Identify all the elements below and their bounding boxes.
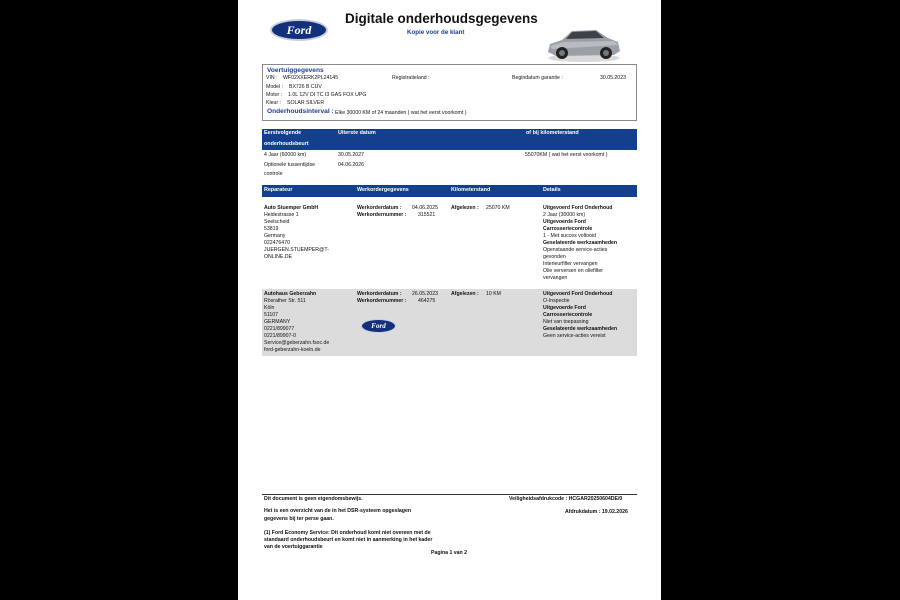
vehicle-section-title: Voertuiggegevens (267, 67, 324, 74)
record2-order-number: 464275 (418, 298, 436, 304)
document-page: Ford Digitale onderhoudsgegevens Kopie voor de klant Voertuiggegevens VIN : WF02XXERK2PL24145 Registratieland : Begindatum garantie : 30.05.2023 Model : BX726 B CUV Motor : 1.0L 12V DI TC I3 GAS FOX UPG Kleur : SOLAR SILVER Onderhoudsinterval : Elke 30000 KM of 24 maanden ( wat het eerst voorkomt ) Eerstvolgende onderhoudsbeurt Uiterste datum of bij kilometerstand 4 Jaar (60000 km) 30.05.2027 55070KM ( wat het eerst voorkomt ) Optionele tussentijdse controle 04.06.2026 Reparateur Werkordergegevens Kilometerstand Details Auto Stuemper GmbH Heidestrasse 1 Seelscheid 53819 Germany 022476470 JUERGEN.STUEMPER@T- ONLINE.DE Werkorderdatum : 04.06.2025 Werkordernummer : 315521 Afgelezen : 25070 KM Uitgevoerd Ford Onderhoud 2 Jaar (30000 km) Uitgevoerde Ford Carrosseriecontrole 1 - Met succes voltooid Geselateerde werkzaamheden Openstaande service-acties gevonden Interieurfilter vervangen Olie verversen en oliefilter vervangen Autohaus Geberzahn Rösrather Str. 511 Köln 51107 GERMANY 0221/899077 0221/89907-0 Service@geberzahn.fsoc.de ford-geberzahn-koeln.de Werkorderdatum : 26.05.2023 Werkordernummer : 464275 Afgelezen : 10 KM Ford Uitgevoerd Ford Onderhoud O-Inspectie Uitgevoerde Ford Carrosseriecontrole Niet van toepassing Geselateerde werkzaamheden Geen service-acties vereist Dit document is geen eigendomsbewijs. Veiligheidsafdrukcode : HCGAR20250604DE/0 Het is een overzicht van de in het DSR-systeem opgeslagen gegevens bij ter perse gaan. Afdrukdatum : 19.02.2026 (1) Ford Economy Service: Dit onderhoud komt niet overeen met de standaard onderhoudsbeurt en komt niet in aanmerking in het kader van de voertuiggarantie Pagina 1 van 2 (238, 0, 661, 600)
next-service-date: 30.05.2027 (338, 152, 364, 158)
model-label: Model : (266, 84, 284, 90)
vin-value: WF02XXERK2PL24145 (283, 75, 339, 81)
model-value: BX726 B CUV (289, 84, 322, 90)
next-service-header: Eerstvolgende onderhoudsbeurt Uiterste datum of bij kilometerstand (262, 129, 637, 150)
color-label: Kleur : (266, 100, 281, 106)
print-date: Afdrukdatum : 19.02.2026 (565, 509, 628, 515)
interim-check-label-1: Optionele tussentijdse (264, 162, 316, 168)
vin-label: VIN : (266, 75, 278, 81)
record1-repairer-name: Auto Stuemper GmbH (264, 205, 319, 211)
maintenance-interval-label: Onderhoudsinterval : (267, 108, 334, 115)
color-value: SOLAR SILVER (287, 100, 325, 106)
warranty-start-value: 30.05.2023 (600, 75, 626, 81)
record1-order-number: 315521 (418, 212, 436, 218)
engine-label: Motor : (266, 92, 283, 98)
engine-value: 1.0L 12V DI TC I3 GAS FOX UPG (288, 92, 367, 98)
record2-repairer-name: Autohaus Geberzahn (264, 291, 317, 297)
warranty-start-label: Begindatum garantie : (512, 75, 563, 81)
record1-km: 25070 KM (486, 205, 510, 211)
page-number: Pagina 1 van 2 (431, 550, 468, 556)
footer-divider (262, 494, 637, 495)
not-ownership-proof: Dit document is geen eigendomsbewijs. (264, 496, 363, 502)
interim-check-label-2: controle (264, 171, 283, 177)
next-service-label: 4 Jaar (60000 km) (264, 152, 307, 158)
security-code: Veiligheidsafdrukcode : HCGAR20250604DE/0 (509, 496, 623, 502)
next-service-km: 55070KM ( wat het eerst voorkomt ) (525, 152, 608, 158)
registration-label: Registratieland : (392, 75, 430, 81)
ford-dealer-logo: Ford (361, 319, 396, 333)
interim-check-date: 04.06.2026 (338, 162, 364, 168)
history-header: Reparateur Werkordergegevens Kilometerstand Details (262, 185, 637, 197)
ford-logo: Ford (270, 19, 328, 41)
maintenance-interval-value: Elke 30000 KM of 24 maanden ( wat het eerst voorkomt ) (335, 110, 467, 116)
car-image (544, 22, 622, 64)
record2-order-date: 26.05.2023 (412, 291, 438, 297)
page-subtitle: Kopie voor de klant (407, 29, 465, 36)
record2-km: 10 KM (486, 291, 501, 297)
record1-order-date: 04.06.2025 (412, 205, 438, 211)
page-title: Digitale onderhoudsgegevens (345, 11, 538, 26)
